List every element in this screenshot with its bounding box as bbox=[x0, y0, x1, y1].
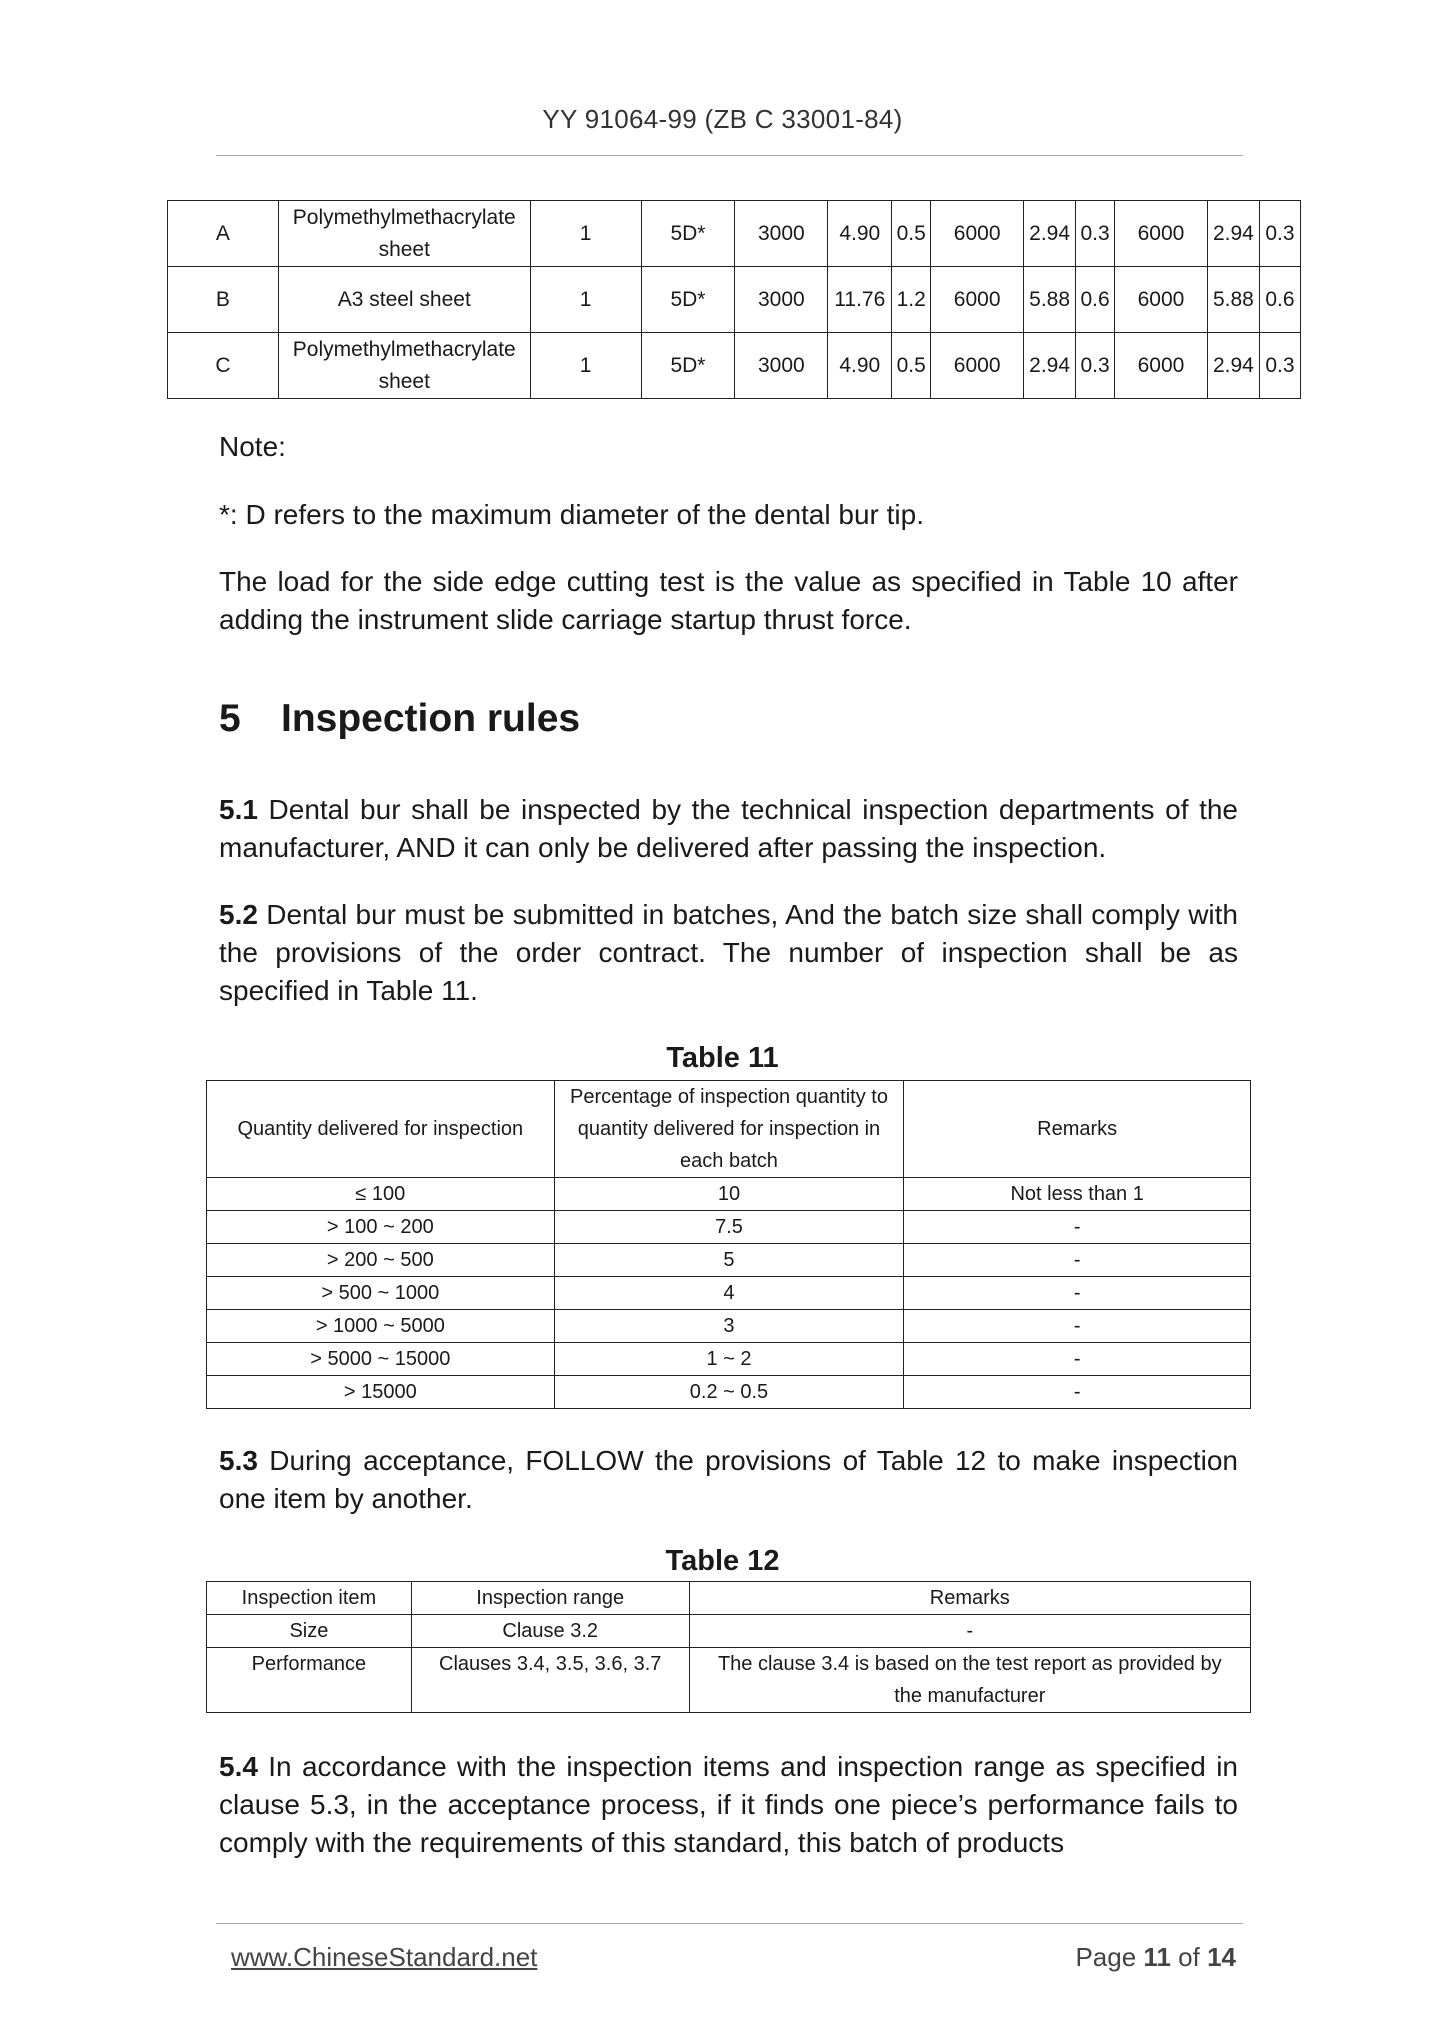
table-cell: 5D* bbox=[641, 267, 735, 333]
table-cell: Polymethylmethacrylate sheet bbox=[278, 201, 530, 267]
clause-text: During acceptance, FOLLOW the provisions of Table 12 to make inspection one item by another. bbox=[219, 1445, 1239, 1514]
table-cell: 6000 bbox=[1115, 201, 1208, 267]
table-cell: 3 bbox=[554, 1310, 904, 1343]
table-cell: 6000 bbox=[931, 333, 1024, 399]
table-header-cell: Remarks bbox=[689, 1582, 1250, 1615]
table-cell: 1 bbox=[530, 333, 641, 399]
table-cell: 2.94 bbox=[1207, 201, 1259, 267]
table-row bbox=[168, 333, 1301, 399]
table-cell: ≤ 100 bbox=[207, 1178, 555, 1211]
table-cell: 0.5 bbox=[892, 201, 931, 267]
table-10-continued bbox=[167, 200, 1301, 399]
table-cell: 0.6 bbox=[1259, 267, 1300, 333]
page-of: of bbox=[1178, 1942, 1200, 1972]
table-cell: 1 ~ 2 bbox=[554, 1343, 904, 1376]
table-cell: 3000 bbox=[735, 201, 828, 267]
table-cell: 1.2 bbox=[892, 267, 931, 333]
table-cell: Size bbox=[207, 1615, 412, 1648]
table-cell: 3000 bbox=[735, 333, 828, 399]
table-cell: 4.90 bbox=[828, 333, 892, 399]
table-cell: - bbox=[904, 1376, 1251, 1409]
table-cell: 11.76 bbox=[828, 267, 892, 333]
table-header-cell: Inspection item bbox=[207, 1582, 412, 1615]
clause-number: 5.3 bbox=[219, 1445, 258, 1476]
clause-number: 5.4 bbox=[219, 1751, 258, 1782]
section-title: Inspection rules bbox=[281, 697, 581, 740]
table-cell: A3 steel sheet bbox=[278, 267, 530, 333]
note-line-2: The load for the side edge cutting test is the value as specified in Table 10 after adding the instrument slide carriage startup thrust force. bbox=[219, 566, 1238, 635]
header-rule bbox=[216, 155, 1243, 156]
table-header-cell: Percentage of inspection quantity to quantity delivered for inspection in each batch bbox=[554, 1081, 904, 1178]
clause-number: 5.1 bbox=[219, 794, 258, 825]
clause-5-2 bbox=[219, 896, 1238, 1010]
section-number: 5 bbox=[219, 697, 241, 740]
table-cell: Clauses 3.4, 3.5, 3.6, 3.7 bbox=[411, 1648, 689, 1713]
clause-5-1 bbox=[219, 791, 1238, 867]
table-cell: 0.5 bbox=[892, 333, 931, 399]
table-cell: Not less than 1 bbox=[904, 1178, 1251, 1211]
page-prefix: Page bbox=[1075, 1942, 1137, 1972]
table-row bbox=[207, 1376, 1251, 1409]
table-cell: > 1000 ~ 5000 bbox=[207, 1310, 555, 1343]
table-11-caption: Table 11 bbox=[666, 1042, 779, 1074]
table-header-row bbox=[207, 1582, 1251, 1615]
table-cell: A bbox=[168, 201, 279, 267]
note-label: Note: bbox=[219, 431, 286, 462]
section-heading bbox=[219, 697, 580, 741]
table-cell: - bbox=[904, 1343, 1251, 1376]
table-cell: 0.6 bbox=[1076, 267, 1115, 333]
table-cell: 4.90 bbox=[828, 201, 892, 267]
website-link[interactable]: www.ChineseStandard.net bbox=[231, 1942, 538, 1972]
table-cell: 6000 bbox=[931, 267, 1024, 333]
note-line-1: *: D refers to the maximum diameter of the dental bur tip. bbox=[219, 499, 924, 530]
table-cell: 6000 bbox=[931, 201, 1024, 267]
table-cell: 6000 bbox=[1115, 267, 1208, 333]
table-cell: - bbox=[904, 1211, 1251, 1244]
table-cell: 2.94 bbox=[1024, 333, 1076, 399]
table-cell: > 200 ~ 500 bbox=[207, 1244, 555, 1277]
table-cell: 5 bbox=[554, 1244, 904, 1277]
footer-rule bbox=[216, 1923, 1243, 1924]
table-cell: - bbox=[689, 1615, 1250, 1648]
clause-text: Dental bur must be submitted in batches, And the batch size shall comply with the provisions of the order contract. The number of inspection shall be as specified in Table 11. bbox=[219, 899, 1239, 1006]
table-12-caption: Table 12 bbox=[665, 1545, 780, 1577]
table-row bbox=[168, 201, 1301, 267]
table-cell: 5D* bbox=[641, 201, 735, 267]
table-cell: Clause 3.2 bbox=[411, 1615, 689, 1648]
table-row bbox=[207, 1211, 1251, 1244]
table-cell: 5D* bbox=[641, 333, 735, 399]
page-number bbox=[1075, 1942, 1236, 1973]
table-header-cell: Inspection range bbox=[411, 1582, 689, 1615]
table-cell: The clause 3.4 is based on the test report as provided by the manufacturer bbox=[689, 1648, 1250, 1713]
table-header-row bbox=[207, 1081, 1251, 1178]
table-row bbox=[207, 1178, 1251, 1211]
table-cell: 2.94 bbox=[1024, 201, 1076, 267]
table-header-cell: Quantity delivered for inspection bbox=[207, 1081, 555, 1178]
table-row bbox=[207, 1343, 1251, 1376]
table-row bbox=[168, 267, 1301, 333]
table-cell: Polymethylmethacrylate sheet bbox=[278, 333, 530, 399]
table-cell: 3000 bbox=[735, 267, 828, 333]
table-cell: > 500 ~ 1000 bbox=[207, 1277, 555, 1310]
table-header-cell: Remarks bbox=[904, 1081, 1251, 1178]
table-cell: > 15000 bbox=[207, 1376, 555, 1409]
page-current: 11 bbox=[1143, 1942, 1171, 1972]
clause-text: In accordance with the inspection items and inspection range as specified in clause 5.3, in the acceptance process, if it finds one piece’s performance fails to comply with the requirements of this standard, this batch of products bbox=[219, 1751, 1239, 1858]
table-row bbox=[207, 1244, 1251, 1277]
table-cell: 0.3 bbox=[1259, 333, 1300, 399]
table-cell: 1 bbox=[530, 201, 641, 267]
table-11 bbox=[206, 1080, 1251, 1409]
table-cell: > 100 ~ 200 bbox=[207, 1211, 555, 1244]
table-cell: - bbox=[904, 1310, 1251, 1343]
table-cell: B bbox=[168, 267, 279, 333]
table-cell: 0.3 bbox=[1259, 201, 1300, 267]
table-row bbox=[207, 1615, 1251, 1648]
table-row bbox=[207, 1648, 1251, 1713]
table-row bbox=[207, 1310, 1251, 1343]
table-cell: 7.5 bbox=[554, 1211, 904, 1244]
clause-text: Dental bur shall be inspected by the technical inspection departments of the manufacturer, AND it can only be delivered after passing the inspection. bbox=[219, 794, 1238, 863]
table-cell: - bbox=[904, 1244, 1251, 1277]
clause-number: 5.2 bbox=[219, 899, 258, 930]
table-cell: 1 bbox=[530, 267, 641, 333]
table-cell: > 5000 ~ 15000 bbox=[207, 1343, 555, 1376]
clause-5-4 bbox=[219, 1748, 1238, 1862]
table-cell: 5.88 bbox=[1207, 267, 1259, 333]
table-cell: 0.3 bbox=[1076, 333, 1115, 399]
table-cell: 2.94 bbox=[1207, 333, 1259, 399]
table-row bbox=[207, 1277, 1251, 1310]
table-cell: C bbox=[168, 333, 279, 399]
table-cell: 6000 bbox=[1115, 333, 1208, 399]
table-cell: Performance bbox=[207, 1648, 412, 1713]
document-header: YY 91064-99 (ZB C 33001-84) bbox=[542, 104, 903, 134]
page-total: 14 bbox=[1207, 1942, 1236, 1972]
table-cell: 4 bbox=[554, 1277, 904, 1310]
table-cell: 0.3 bbox=[1076, 201, 1115, 267]
table-cell: - bbox=[904, 1277, 1251, 1310]
clause-5-3 bbox=[219, 1442, 1238, 1518]
table-cell: 10 bbox=[554, 1178, 904, 1211]
table-cell: 5.88 bbox=[1024, 267, 1076, 333]
table-cell: 0.2 ~ 0.5 bbox=[554, 1376, 904, 1409]
table-12 bbox=[206, 1581, 1251, 1713]
